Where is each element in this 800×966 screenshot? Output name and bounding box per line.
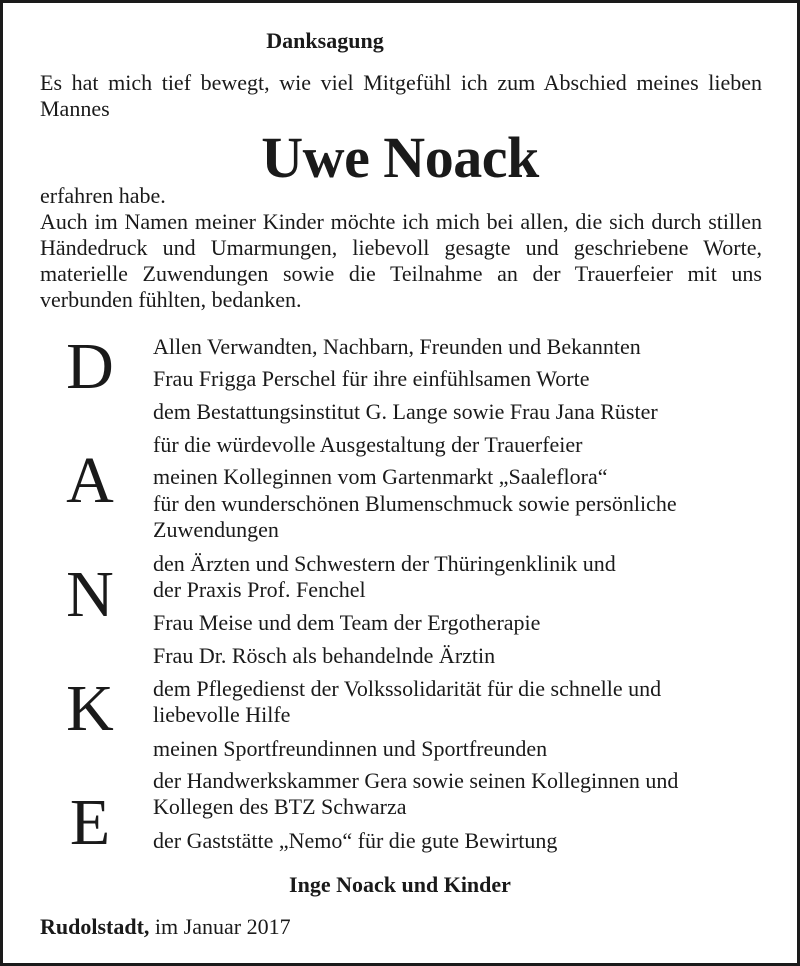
thanks-line: Frau Dr. Rösch als behandelnde Ärztin bbox=[153, 643, 496, 668]
thanks-line: der Handwerkskammer Gera sowie seinen Kolleginnen und bbox=[153, 768, 679, 793]
thanks-line: liebevolle Hilfe bbox=[153, 702, 291, 727]
thanks-line: Frau Meise und dem Team der Ergotherapie bbox=[153, 610, 541, 635]
thanks-line: Zuwendungen bbox=[153, 517, 279, 542]
thanks-text: Auch im Namen meiner Kinder möchte ich mich bei allen, die sich durch stillen Händedruck und Umarmungen, liebevoll gesagte und geschriebene Worte, materielle Zuwendungen sowie die Teilnahme an der Trauerfeier mit uns verbunden fühlten, bedanken. bbox=[40, 209, 762, 312]
danke-letter-e: E bbox=[69, 786, 111, 859]
date: im Januar 2017 bbox=[149, 914, 291, 939]
thanks-line: Frau Frigga Perschel für ihre einfühlsamen Worte bbox=[153, 366, 590, 391]
thanks-line: meinen Kolleginnen vom Gartenmarkt „Saaleflora“ bbox=[153, 464, 608, 489]
intro-paragraph: Es hat mich tief bewegt, wie viel Mitgefühl ich zum Abschied meines lieben Mannes bbox=[40, 70, 762, 121]
deceased-name: Uwe Noack bbox=[261, 125, 539, 190]
thanks-line: dem Bestattungsinstitut G. Lange sowie Frau Jana Rüster bbox=[153, 399, 658, 424]
danke-letter-n: N bbox=[66, 558, 114, 631]
thanks-line: für die würdevolle Ausgestaltung der Trauerfeier bbox=[153, 432, 583, 457]
danke-letter-k: K bbox=[66, 672, 114, 745]
thanks-line: Kollegen des BTZ Schwarza bbox=[153, 794, 407, 819]
thanks-line: der Gaststätte „Nemo“ für die gute Bewirtung bbox=[153, 828, 558, 853]
thanks-line: Allen Verwandten, Nachbarn, Freunden und Bekannten bbox=[153, 334, 641, 359]
thanks-line: den Ärzten und Schwestern der Thüringenklinik und bbox=[153, 551, 616, 576]
after-name-text: erfahren habe. bbox=[40, 183, 166, 208]
notice-heading: Danksagung bbox=[266, 28, 384, 53]
danke-letter-d: D bbox=[66, 330, 114, 403]
thanks-line: dem Pflegedienst der Volkssolidarität für die schnelle und bbox=[153, 676, 662, 701]
thanks-paragraph bbox=[40, 183, 762, 313]
thanks-line: der Praxis Prof. Fenchel bbox=[153, 577, 366, 602]
thanks-line: für den wunderschönen Blumenschmuck sowie persönliche bbox=[153, 491, 677, 516]
thanks-line: meinen Sportfreundinnen und Sportfreunden bbox=[153, 736, 548, 761]
danke-letter-a: A bbox=[66, 444, 114, 517]
place-date bbox=[40, 914, 291, 940]
place: Rudolstadt, bbox=[40, 914, 150, 939]
signature: Inge Noack und Kinder bbox=[289, 872, 511, 897]
